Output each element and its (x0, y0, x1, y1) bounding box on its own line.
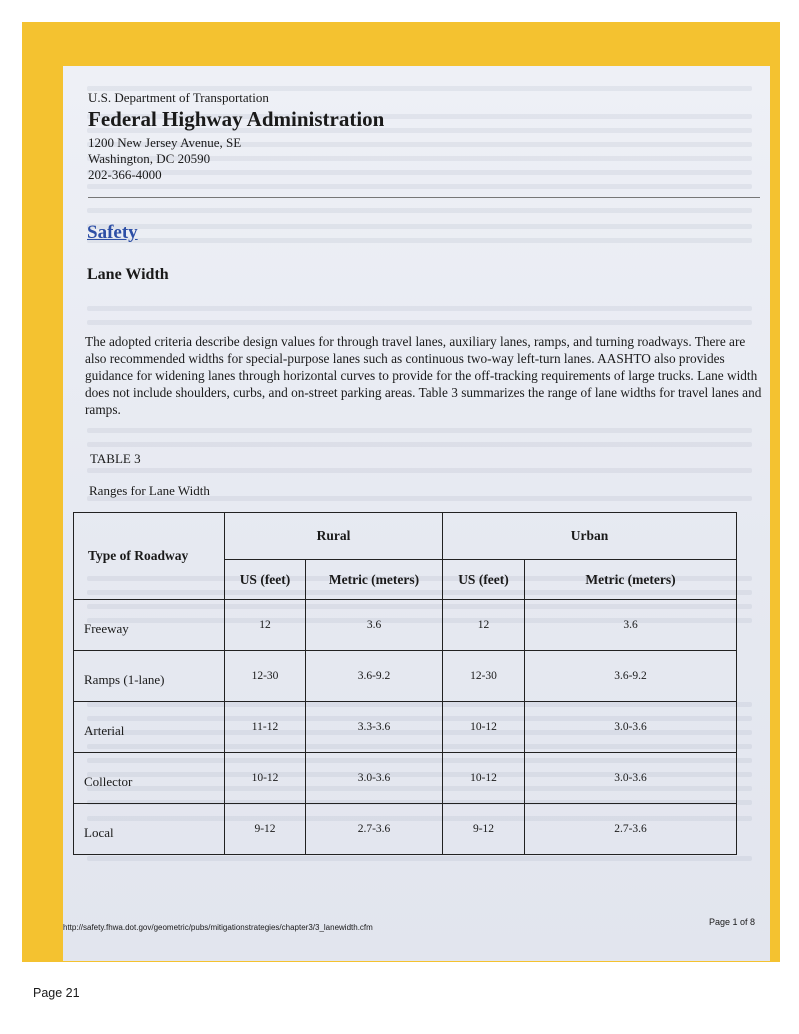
roadway-type-cell: Ramps (1-lane) (74, 651, 225, 702)
column-header-type: Type of Roadway (74, 513, 225, 600)
agency-title: Federal Highway Administration (88, 107, 385, 131)
table-caption: Ranges for Lane Width (89, 483, 210, 498)
table-row (74, 702, 737, 753)
table-cell: 3.6-9.2 (306, 651, 443, 702)
header-divider (88, 197, 760, 198)
table-row (74, 651, 737, 702)
lane-width-table (73, 512, 737, 855)
table-cell: 12-30 (443, 651, 525, 702)
column-header-urban-metric: Metric (meters) (525, 560, 737, 600)
table-cell: 9-12 (225, 804, 306, 855)
table-cell: 12 (443, 600, 525, 651)
table-cell: 3.0-3.6 (306, 753, 443, 804)
table-row (74, 753, 737, 804)
table-row (74, 600, 737, 651)
address-line: 1200 New Jersey Avenue, SE (88, 135, 242, 150)
column-header-urban-us: US (feet) (443, 560, 525, 600)
table-cell: 3.0-3.6 (525, 702, 737, 753)
column-header-rural-us: US (feet) (225, 560, 306, 600)
table-row (74, 804, 737, 855)
roadway-type-cell: Arterial (74, 702, 225, 753)
agency-address (88, 135, 241, 183)
address-line: Washington, DC 20590 (88, 151, 211, 166)
table-cell: 3.6 (306, 600, 443, 651)
table-cell: 3.3-3.6 (306, 702, 443, 753)
column-header-rural-metric: Metric (meters) (306, 560, 443, 600)
table-label: TABLE 3 (90, 451, 141, 466)
table-cell: 3.6 (525, 600, 737, 651)
address-line: 202-366-4000 (88, 167, 162, 182)
table-cell: 2.7-3.6 (306, 804, 443, 855)
table-cell: 10-12 (225, 753, 306, 804)
table-cell: 3.0-3.6 (525, 753, 737, 804)
table-cell: 10-12 (443, 702, 525, 753)
photo-frame (22, 22, 780, 962)
table-cell: 10-12 (443, 753, 525, 804)
printed-page (63, 66, 770, 961)
table-cell: 3.6-9.2 (525, 651, 737, 702)
table-cell: 11-12 (225, 702, 306, 753)
subheading: Lane Width (87, 266, 169, 283)
table-cell: 12 (225, 600, 306, 651)
page-number: Page 21 (33, 986, 80, 1000)
source-url: http://safety.fhwa.dot.gov/geometric/pubs/mitigationstrategies/chapter3/3_lanewidth.cfm (63, 923, 373, 932)
table-cell: 12-30 (225, 651, 306, 702)
table-cell: 9-12 (443, 804, 525, 855)
roadway-type-cell: Collector (74, 753, 225, 804)
column-group-rural: Rural (225, 513, 443, 560)
body-paragraph: The adopted criteria describe design values for through travel lanes, auxiliary lanes, ramps, and turning roadways. There are also recommended widths for special-purpose lanes such as continuous two-way left-turn lanes. AASHTO also provides guidance for widening lanes through horizontal curves to provide for the off-tracking requirements of large trucks. Lane width does not include shoulders, curbs, and on-street parking areas. Table 3 summarizes the range of lane widths for travel lanes and ramps. (85, 334, 762, 417)
column-group-urban: Urban (443, 513, 737, 560)
roadway-type-cell: Local (74, 804, 225, 855)
page-of-indicator: Page 1 of 8 (708, 917, 755, 927)
roadway-type-cell: Freeway (74, 600, 225, 651)
department-name: U.S. Department of Transportation (88, 90, 269, 105)
table-cell: 2.7-3.6 (525, 804, 737, 855)
section-title-link[interactable]: Safety (87, 222, 138, 243)
